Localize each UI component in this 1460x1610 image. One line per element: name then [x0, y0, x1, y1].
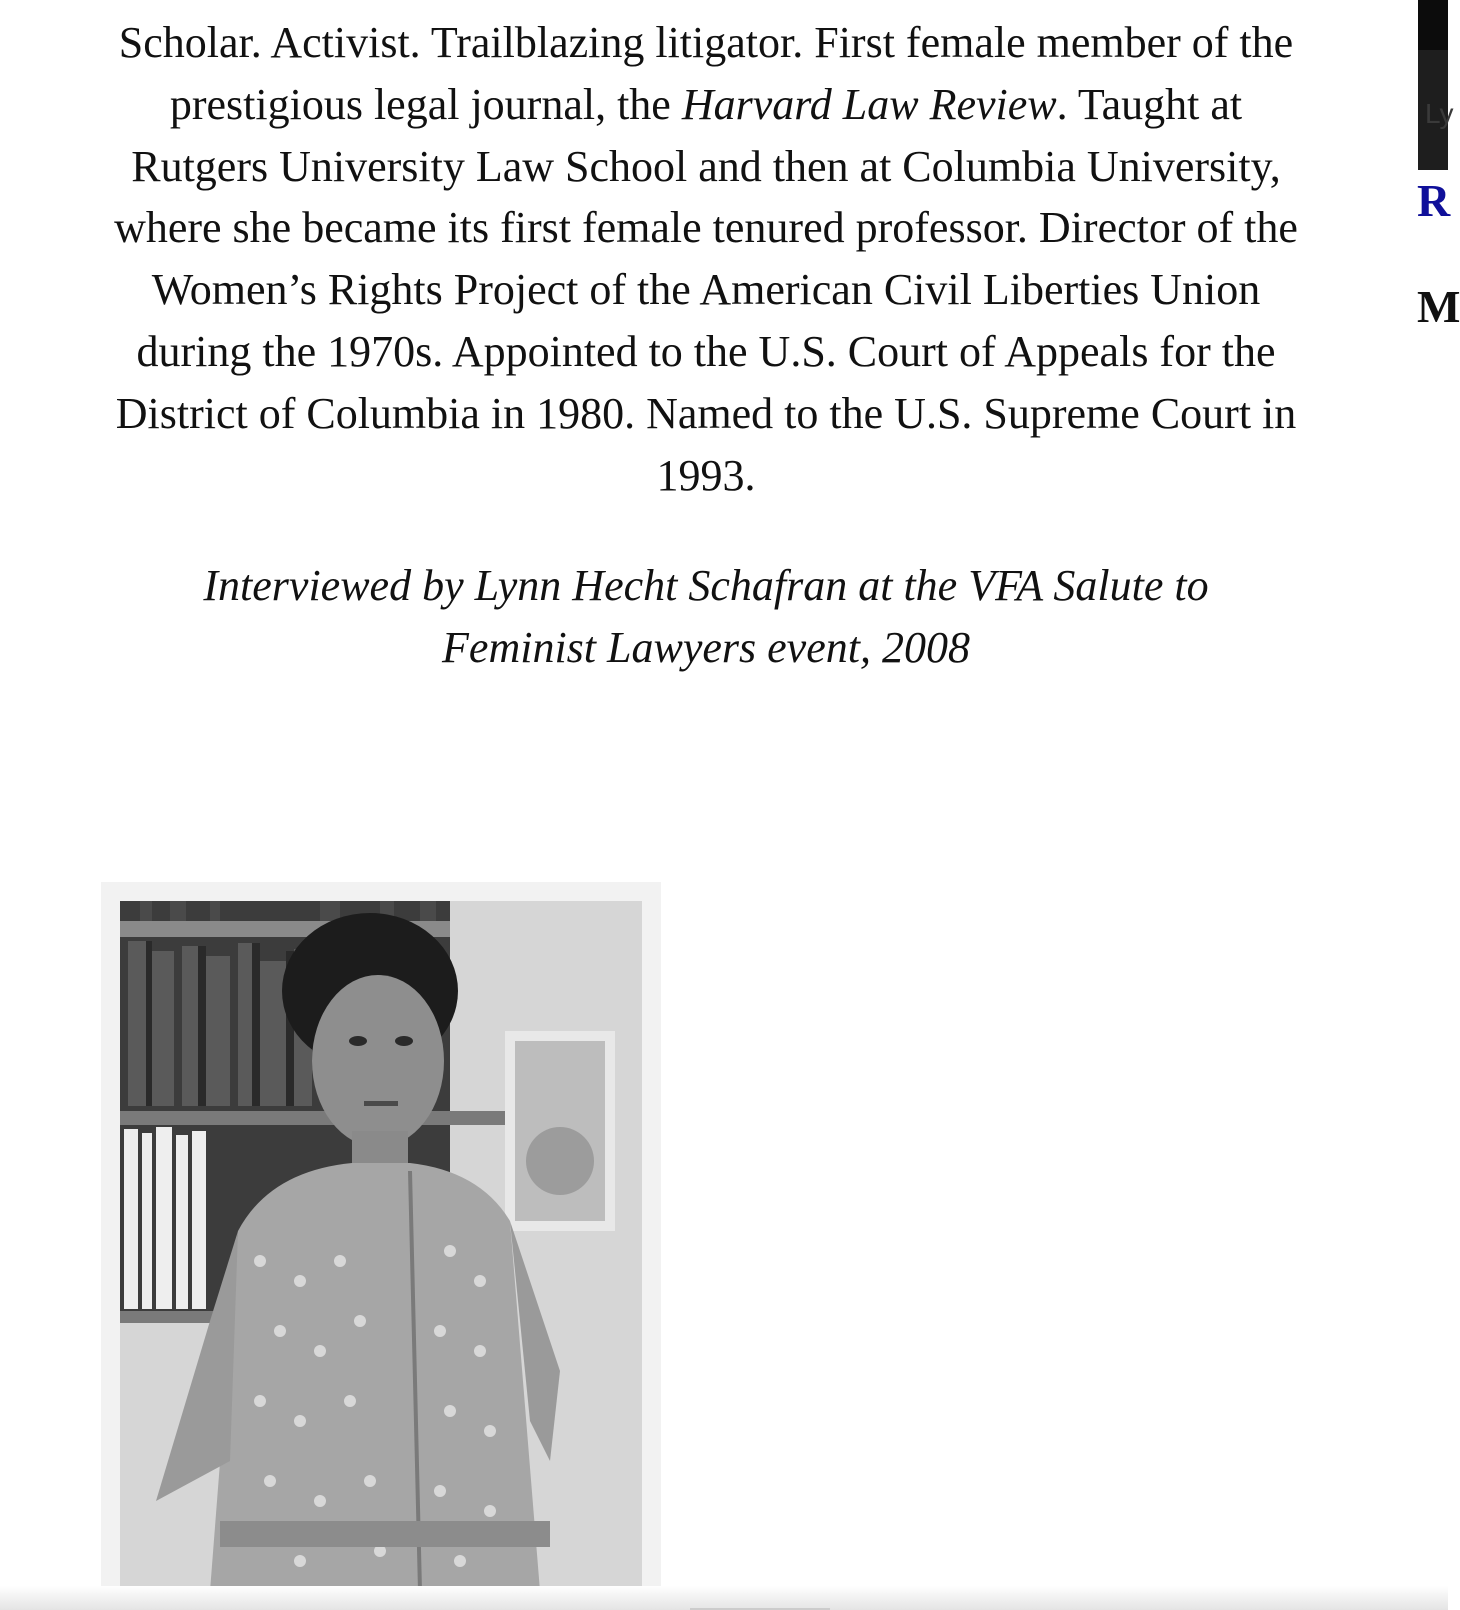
sidebar-heading: M — [1417, 281, 1460, 332]
credit-line-2: Feminist Lawyers event, 2008 — [442, 623, 970, 672]
credit-line-1: Interviewed by Lynn Hecht Schafran at the VFA Salute to — [203, 561, 1209, 610]
photo-frame — [101, 882, 661, 1610]
interview-credit — [100, 555, 1312, 679]
sidebar-thumbnail-text: Ly — [1425, 98, 1454, 129]
portrait-photo[interactable] — [120, 901, 642, 1591]
bio-intro: Scholar. Activist. Trailblazing litigator. First female member of the prestigious legal journal, the — [118, 18, 1294, 129]
bio-rest: . Taught at Rutgers University Law School and then at Columbia University, where she became its first female tenured professor. Director of the Women’s Rights Project of the American Civil Liberties Union during the 1970s. Appointed to the U.S. Court of Appeals for the District of Columbia in 1980. Named to the U.S. Supreme Court in 1993. — [114, 79, 1298, 500]
sidebar-link[interactable]: R — [1417, 175, 1451, 226]
journal-title: Harvard Law Review — [681, 79, 1057, 129]
portrait-photo-icon — [120, 901, 642, 1591]
bio-paragraph — [100, 12, 1312, 506]
